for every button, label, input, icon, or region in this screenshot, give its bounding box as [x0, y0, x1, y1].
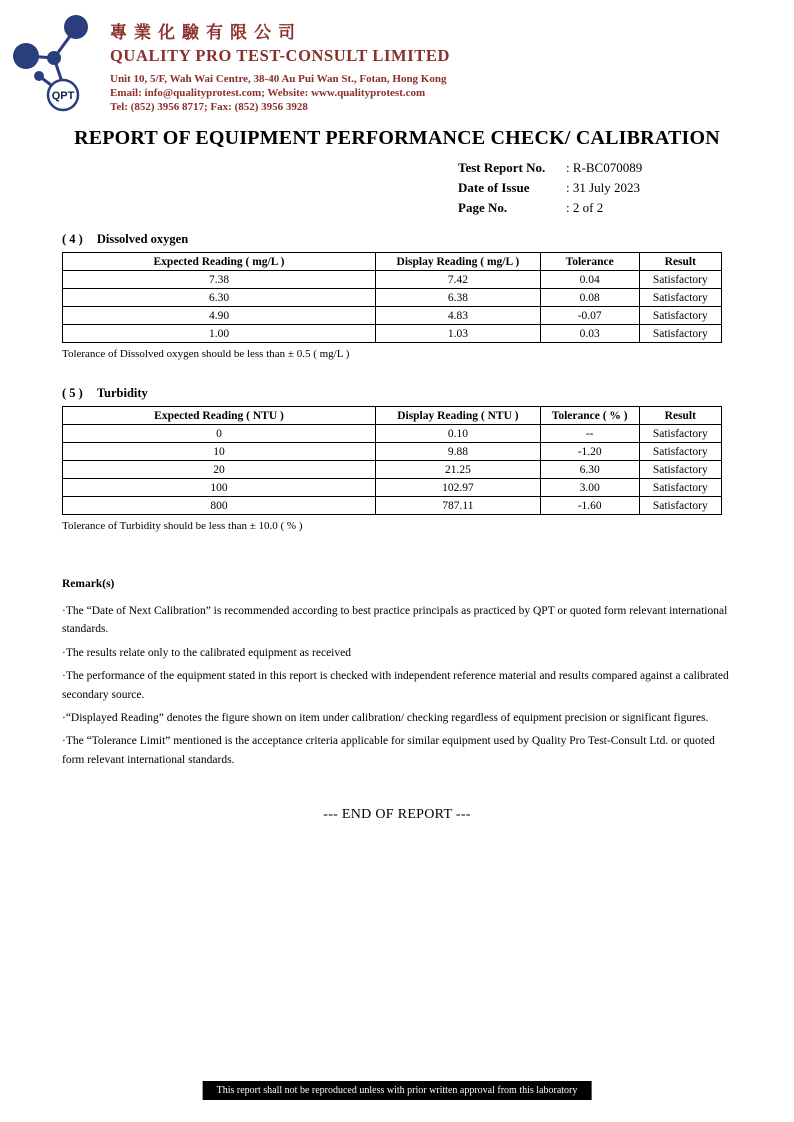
letterhead-text [102, 12, 450, 115]
display-reading-cell: 7.42 [376, 271, 541, 289]
footer-disclaimer: This report shall not be reproduced unless with prior written approval from this laboratory [203, 1081, 592, 1100]
result-cell: Satisfactory [639, 461, 721, 479]
page-title: REPORT OF EQUIPMENT PERFORMANCE CHECK/ CALIBRATION [74, 127, 720, 149]
remark-item: ·“Displayed Reading” denotes the figure shown on item under calibration/ checking regardless of equipment precision or significant figures. [62, 711, 709, 724]
report-info-row [458, 160, 758, 176]
result-cell: Satisfactory [639, 271, 721, 289]
company-name-english: QUALITY PRO TEST-CONSULT LIMITED [110, 46, 450, 65]
column-header: Expected Reading ( NTU ) [63, 407, 376, 425]
dissolved-oxygen-table [62, 252, 722, 343]
expected-reading-cell: 20 [63, 461, 376, 479]
column-header: Result [639, 253, 721, 271]
table-row [63, 497, 722, 515]
molecule-logo-icon [10, 12, 102, 112]
display-reading-cell: 1.03 [376, 325, 541, 343]
result-cell: Satisfactory [639, 497, 721, 515]
remark-item: ·The “Date of Next Calibration” is recommended according to best practice principals as practiced by QPT or quoted form relevant international standards. [62, 605, 728, 636]
expected-reading-cell: 0 [63, 425, 376, 443]
column-header: Tolerance [540, 253, 639, 271]
result-cell: Satisfactory [639, 289, 721, 307]
tolerance-cell: -0.07 [540, 307, 639, 325]
result-cell: Satisfactory [639, 307, 721, 325]
tolerance-cell: -1.60 [540, 497, 639, 515]
date-of-issue-value: : 31 July 2023 [566, 180, 641, 195]
report-info-row [458, 200, 758, 216]
table-header-row [63, 407, 722, 425]
qpt-logo [10, 12, 102, 112]
expected-reading-cell: 1.00 [63, 325, 376, 343]
tolerance-cell: -- [540, 425, 639, 443]
display-reading-cell: 0.10 [376, 425, 541, 443]
company-email-website: Email: info@qualityprotest.com; Website: www.qualityprotest.com [110, 87, 426, 99]
remark-item: ·The “Tolerance Limit” mentioned is the acceptance criteria applicable for similar equipment used by Quality Pro Test-Consult Ltd. or quoted form relevant international standards. [62, 735, 715, 766]
result-cell: Satisfactory [639, 479, 721, 497]
table-header-row [63, 253, 722, 271]
display-reading-cell: 787.11 [376, 497, 541, 515]
section-dissolved-oxygen [62, 232, 722, 360]
report-info-row [458, 180, 758, 196]
column-header: Display Reading ( mg/L ) [376, 253, 541, 271]
report-no-label: Test Report No. [458, 160, 546, 175]
section-turbidity [62, 386, 722, 532]
tolerance-note: Tolerance of Turbidity should be less than ± 10.0 ( % ) [62, 520, 303, 532]
table-row [63, 271, 722, 289]
table-row [63, 443, 722, 461]
display-reading-cell: 6.38 [376, 289, 541, 307]
section-heading [62, 386, 722, 401]
company-address: Unit 10, 5/F, Wah Wai Centre, 38-40 Au Pui Wan St., Fotan, Hong Kong [110, 73, 447, 85]
tolerance-note: Tolerance of Dissolved oxygen should be less than ± 0.5 ( mg/L ) [62, 348, 350, 360]
letterhead [0, 0, 794, 115]
tolerance-cell: 0.08 [540, 289, 639, 307]
table-row [63, 307, 722, 325]
logo-text: QPT [51, 90, 75, 102]
end-of-report: --- END OF REPORT --- [323, 807, 471, 823]
company-name-chinese: 專業化驗有限公司 [110, 23, 302, 42]
result-cell: Satisfactory [639, 325, 721, 343]
company-tel-fax: Tel: (852) 3956 8717; Fax: (852) 3956 3928 [110, 101, 308, 113]
column-header: Result [639, 407, 721, 425]
report-no-value: : R-BC070089 [566, 160, 643, 175]
remarks-heading: Remark(s) [62, 578, 115, 590]
section-label: Turbidity [96, 386, 148, 400]
page-no-label: Page No. [458, 200, 508, 215]
table-row [63, 325, 722, 343]
section-number: ( 4 ) [62, 232, 83, 246]
page-no-value: : 2 of 2 [566, 200, 604, 215]
expected-reading-cell: 10 [63, 443, 376, 461]
display-reading-cell: 102.97 [376, 479, 541, 497]
remark-item: ·The performance of the equipment stated in this report is checked with independent reference material and results compared against a calibrated secondary source. [62, 670, 729, 701]
table-row [63, 289, 722, 307]
display-reading-cell: 4.83 [376, 307, 541, 325]
remarks-section [62, 578, 734, 769]
tolerance-cell: 0.03 [540, 325, 639, 343]
tolerance-cell: 3.00 [540, 479, 639, 497]
section-number: ( 5 ) [62, 386, 83, 400]
section-heading [62, 232, 722, 247]
turbidity-table [62, 406, 722, 515]
tolerance-cell: -1.20 [540, 443, 639, 461]
column-header: Display Reading ( NTU ) [376, 407, 541, 425]
column-header: Tolerance ( % ) [540, 407, 639, 425]
table-row [63, 461, 722, 479]
section-label: Dissolved oxygen [96, 232, 189, 246]
result-cell: Satisfactory [639, 443, 721, 461]
expected-reading-cell: 6.30 [63, 289, 376, 307]
expected-reading-cell: 4.90 [63, 307, 376, 325]
report-info [458, 160, 758, 216]
expected-reading-cell: 7.38 [63, 271, 376, 289]
display-reading-cell: 21.25 [376, 461, 541, 479]
column-header: Expected Reading ( mg/L ) [63, 253, 376, 271]
remark-item: ·The results relate only to the calibrated equipment as received [62, 646, 351, 659]
expected-reading-cell: 800 [63, 497, 376, 515]
expected-reading-cell: 100 [63, 479, 376, 497]
tolerance-cell: 0.04 [540, 271, 639, 289]
date-of-issue-label: Date of Issue [458, 180, 530, 195]
result-cell: Satisfactory [639, 425, 721, 443]
table-row [63, 479, 722, 497]
display-reading-cell: 9.88 [376, 443, 541, 461]
tolerance-cell: 6.30 [540, 461, 639, 479]
table-row [63, 425, 722, 443]
